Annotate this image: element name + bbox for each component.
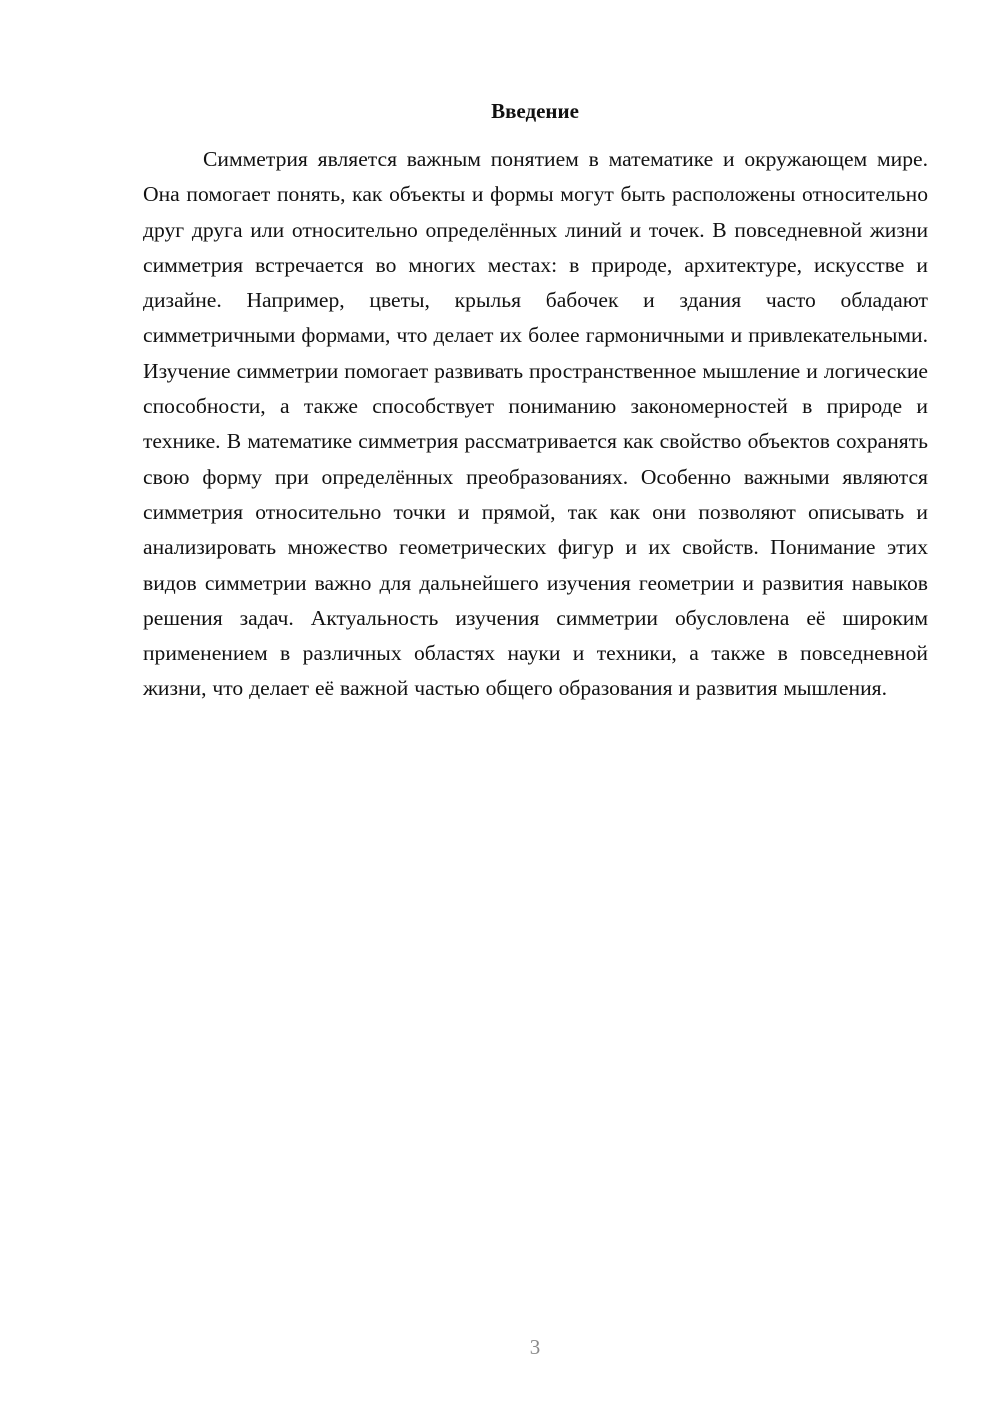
section-title: Введение <box>491 99 579 123</box>
body-paragraph: Симметрия является важным понятием в математике и окружающем мире. Она помогает понять, как объекты и формы могут быть расположены относительно друг друга или относительно определённых линий и точек. В повседневной жизни симметрия встречается во многих местах: в природе, архитектуре, искусстве и дизайне. Например, цветы, крылья бабочек и здания часто обладают симметричными формами, что делает их более гармоничными и привлекательными. Изучение симметрии помогает развивать пространственное мышление и логические способности, а также способствует пониманию закономерностей в природе и технике. В математике симметрия рассматривается как свойство объектов сохранять свою форму при определённых преобразованиях. Особенно важными являются симметрия относительно точки и прямой, так как они позволяют описывать и анализировать множество геометрических фигур и их свойств. Понимание этих видов симметрии важно для дальнейшего изучения геометрии и развития навыков решения задач. Актуальность изучения симметрии обусловлена её широким применением в различных областях науки и техники, а также в повседневной жизни, что делает её важной частью общего образования и развития мышления. <box>143 147 928 701</box>
page-number: 3 <box>529 1335 541 1359</box>
